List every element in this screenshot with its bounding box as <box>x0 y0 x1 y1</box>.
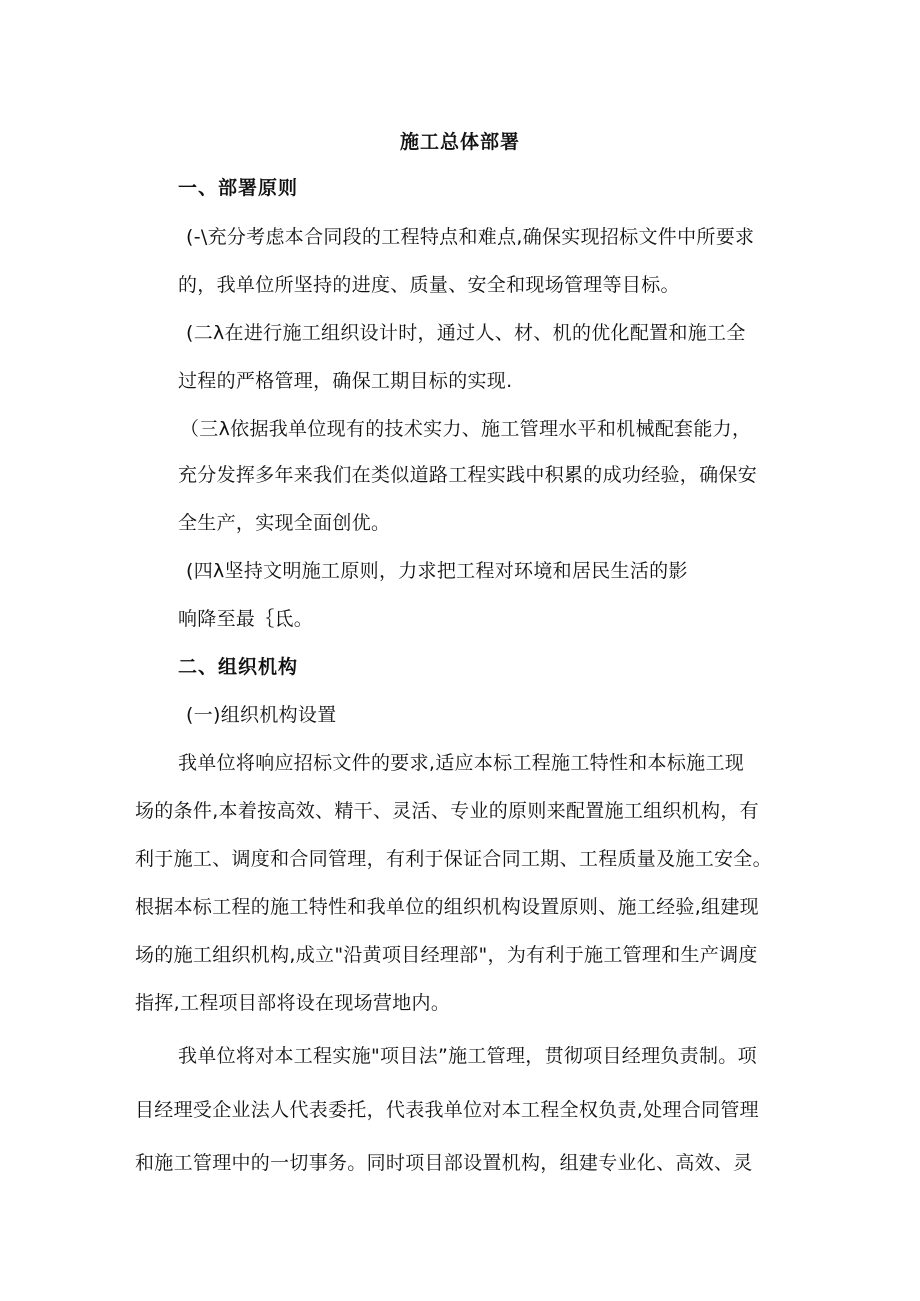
paragraph-1-line-2: 场的条件,本着按高效、精干、灵活、专业的原则来配置施工组织机构，有 <box>135 800 759 822</box>
principle-3-line-2: 充分发挥多年来我们在类似道路工程实践中积累的成功经验，确保安 <box>178 464 758 486</box>
paragraph-1-line-1: 我单位将响应招标文件的要求,适应本标工程施工特性和本标施工现 <box>178 752 745 774</box>
paragraph-2-line-1: 我单位将对本工程实施"项目法”施工管理，贯彻项目经理负责制。项 <box>178 1045 757 1067</box>
paragraph-1-line-5: 场的施工组织机构,成立"沿黄项目经理部"，为有利于施工管理和生产调度 <box>135 944 758 966</box>
paragraph-2-line-3: 和施工管理中的一切事务。同时项目部设置机构，组建专业化、高效、灵 <box>135 1152 753 1174</box>
paragraph-2-line-2: 目经理受企业法人代表委托，代表我单位对本工程全权负责,处理合同管理 <box>135 1099 759 1121</box>
principle-1-line-1: (-\充分考虑本合同段的工程特点和难点,确保实现招标文件中所要求 <box>186 226 755 248</box>
principle-3-line-3: 全生产，实现全面创优。 <box>178 512 391 534</box>
section-heading-organization: 二、组织机构 <box>178 656 299 678</box>
section-heading-principles: 一、部署原则 <box>178 177 299 199</box>
document-title: 施工总体部署 <box>399 131 520 153</box>
principle-4-line-1: (四λ坚持文明施工原则，力求把工程对环境和居民生活的影 <box>186 560 688 582</box>
principle-3-line-1: （三λ依据我单位现有的技术实力、施工管理水平和机械配套能力， <box>180 418 752 440</box>
paragraph-1-line-4: 根据本标工程的施工特性和我单位的组织机构设置原则、施工经验,组建现 <box>135 896 759 918</box>
paragraph-1-line-6: 指挥,工程项目部将设在现场营地内。 <box>135 992 451 1014</box>
principle-1-line-2: 的，我单位所坚持的进度、质量、安全和现场管理等目标。 <box>178 274 680 296</box>
subheading-org-setup: (一)组织机构设置 <box>186 704 337 726</box>
principle-4-line-2: 响降至最｛氐。 <box>178 608 314 630</box>
principle-2-line-2: 过程的严格管理，确保工期目标的实现. <box>178 370 513 392</box>
paragraph-1-line-3: 利于施工、调度和合同管理，有利于保证合同工期、工程质量及施工安全。 <box>135 848 772 870</box>
principle-2-line-1: (二λ在进行施工组织设计时，通过人、材、机的优化配置和施工全 <box>186 322 746 344</box>
